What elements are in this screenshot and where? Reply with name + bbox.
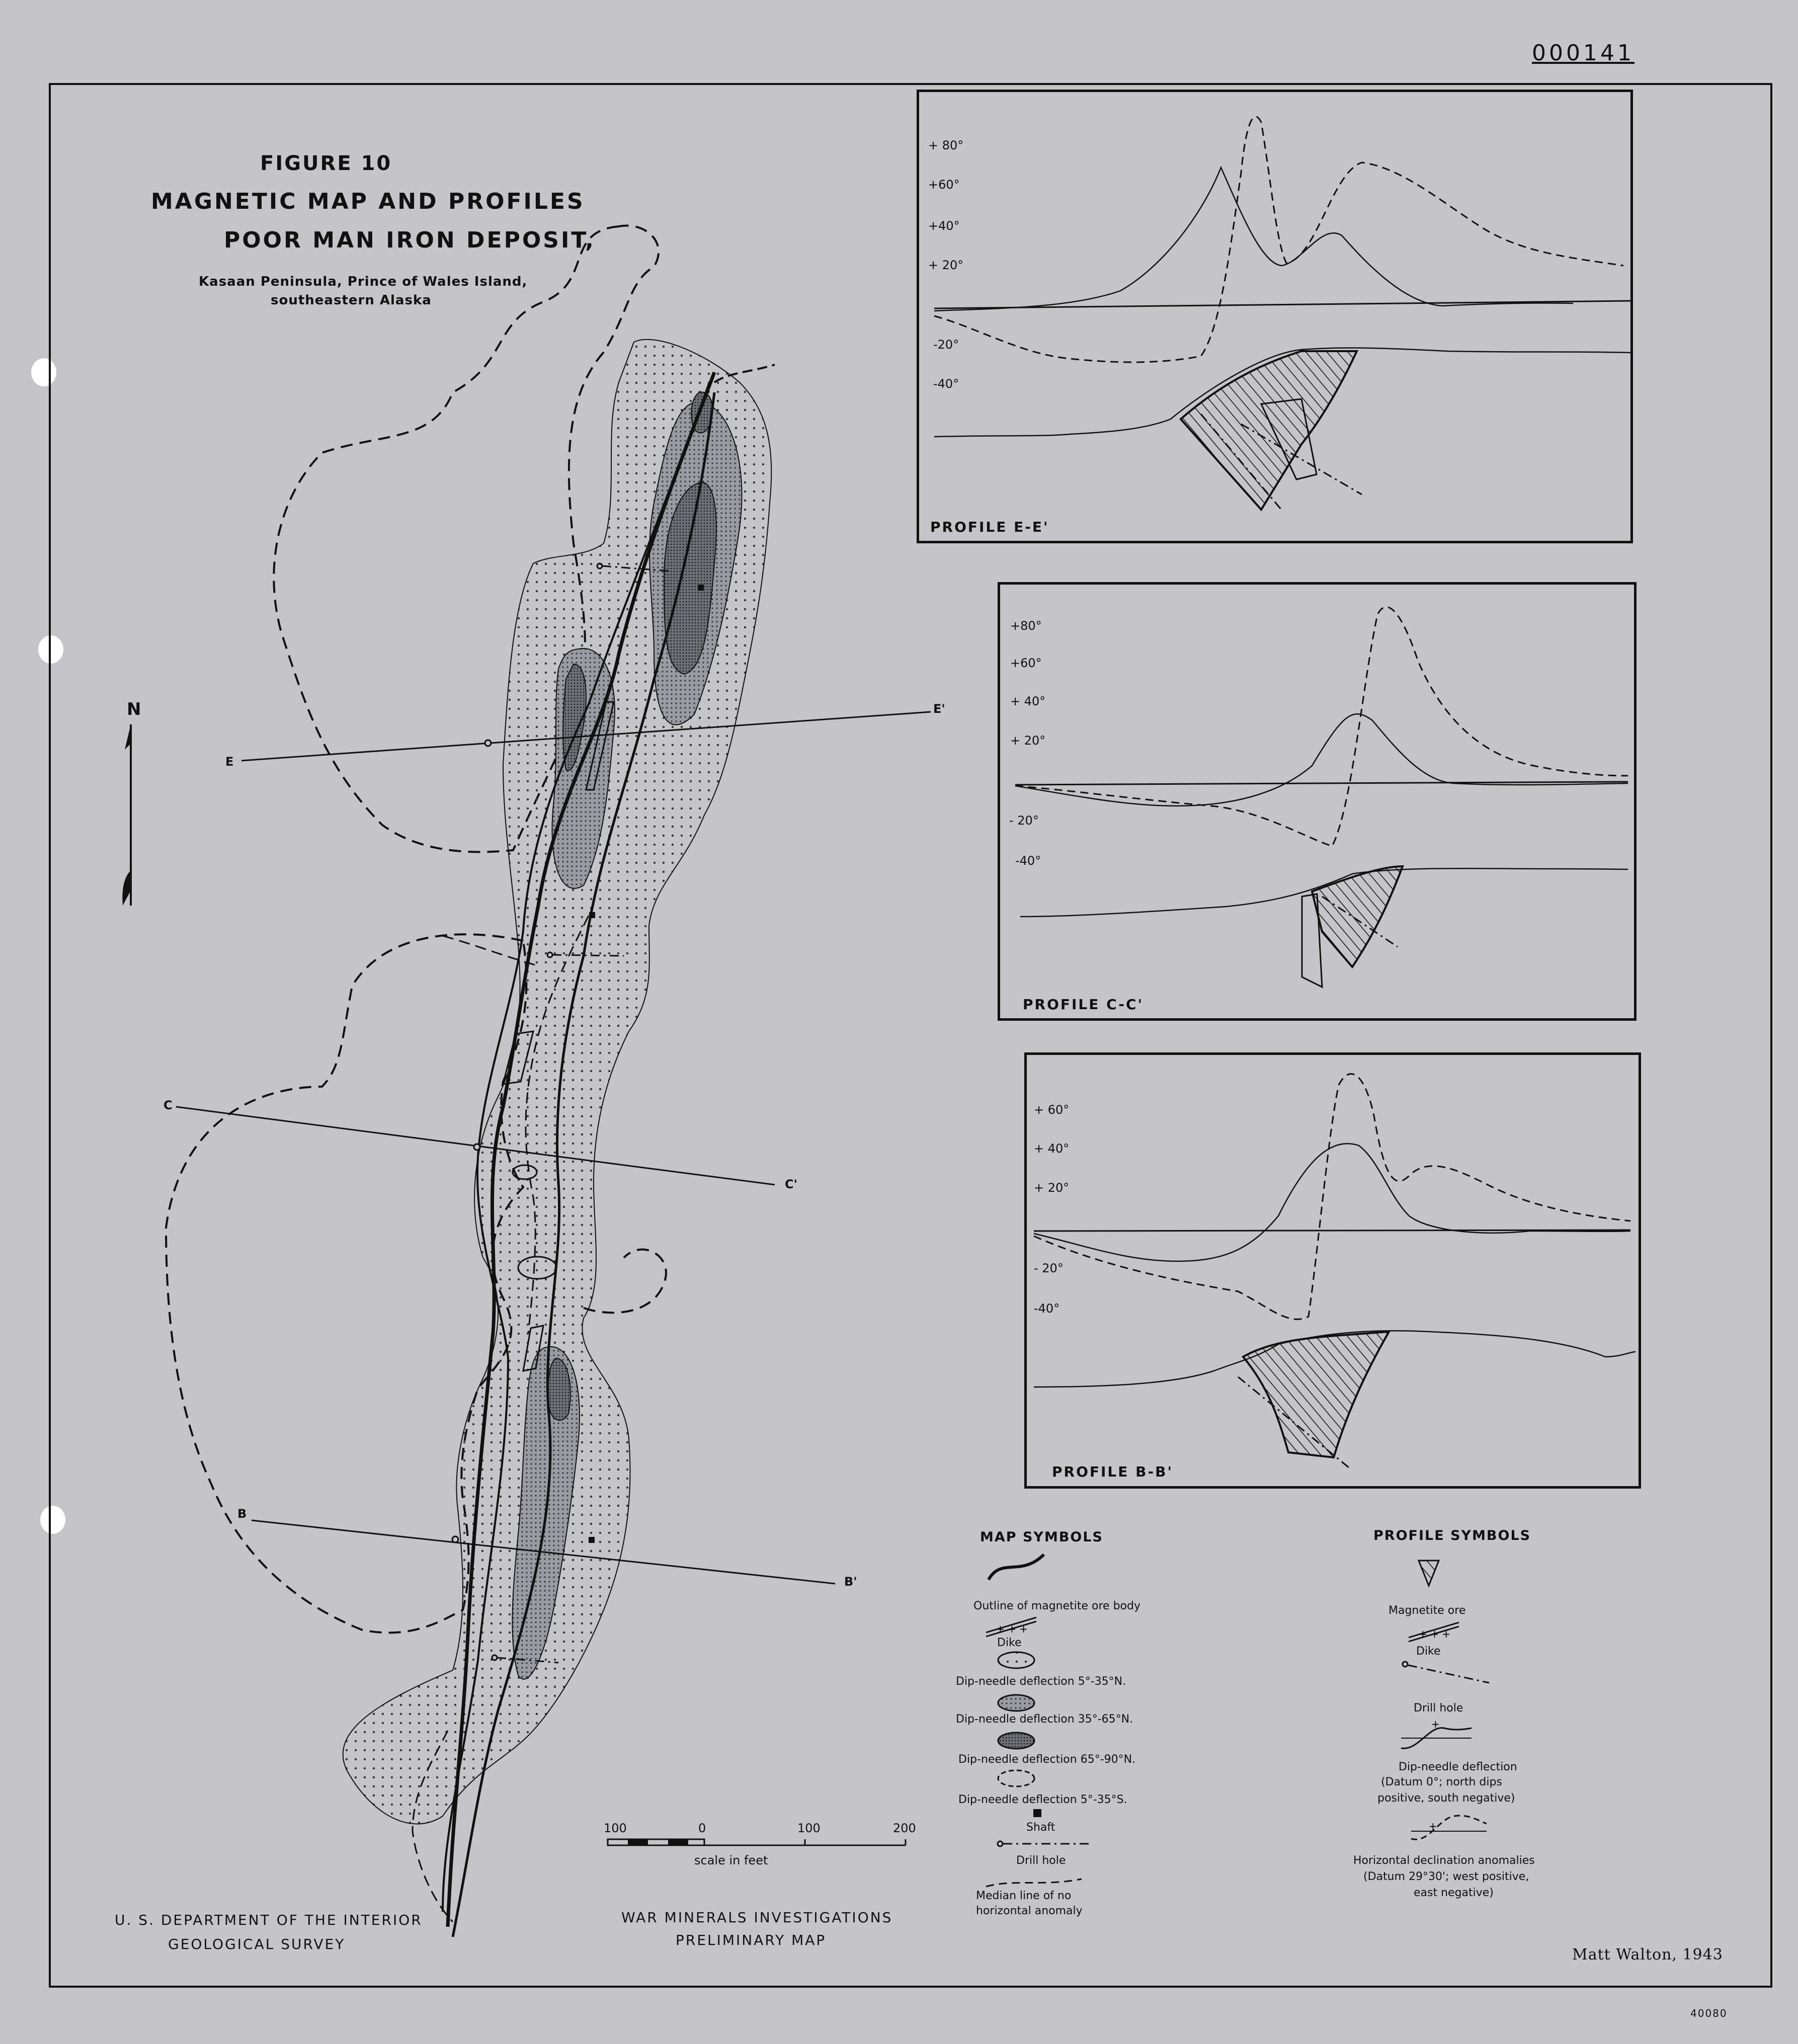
profile-tick: +60° bbox=[928, 178, 960, 192]
agency-line1: U. S. DEPARTMENT OF THE INTERIOR bbox=[115, 1912, 423, 1928]
map-symbol-label: Dip-needle deflection 5°-35°S. bbox=[958, 1793, 1127, 1806]
profile-B-graph bbox=[1027, 1055, 1639, 1486]
horizontal-declination-curve bbox=[1015, 607, 1628, 846]
dip-needle-curve bbox=[1015, 714, 1628, 806]
profile-symbol-label: (Datum 29°30'; west positive, bbox=[1363, 1870, 1529, 1883]
profile-symbol-label: Horizontal declination anomalies bbox=[1353, 1854, 1535, 1867]
deflection-35-65N-symbol bbox=[996, 1693, 1036, 1713]
profile-tick: - 20° bbox=[1009, 813, 1039, 828]
magnetite-ore-section bbox=[1312, 866, 1403, 967]
profile-C-panel bbox=[998, 582, 1637, 1021]
section-label-C-prime: C' bbox=[785, 1177, 797, 1191]
map-symbol-label: Shaft bbox=[1026, 1821, 1055, 1834]
profile-tick: + 80° bbox=[928, 138, 964, 152]
profile-symbol-label: Dip-needle deflection bbox=[1399, 1761, 1517, 1773]
magnetite-ore-section bbox=[1181, 351, 1357, 510]
profile-symbol-label: positive, south negative) bbox=[1377, 1792, 1515, 1805]
series-line1: WAR MINERALS INVESTIGATIONS bbox=[621, 1909, 893, 1926]
map-symbol-label: Dip-needle deflection 5°-35°N. bbox=[956, 1675, 1126, 1688]
shaft-marker bbox=[698, 585, 704, 591]
dip-needle-deflection-symbol bbox=[1399, 1718, 1474, 1756]
map-symbol-label: Outline of magnetite ore body bbox=[973, 1600, 1140, 1612]
title-line1: MAGNETIC MAP AND PROFILES bbox=[151, 189, 585, 214]
profile-symbol-label: Magnetite ore bbox=[1388, 1604, 1466, 1617]
north-label: N bbox=[127, 699, 141, 719]
section-label-B: B bbox=[237, 1507, 247, 1521]
sheet-number: 000141 bbox=[1532, 40, 1634, 66]
subtitle-line2: southeastern Alaska bbox=[271, 293, 432, 308]
dike-symbol bbox=[981, 1612, 1041, 1638]
section-label-E-prime: E' bbox=[933, 702, 945, 716]
section-label-E: E bbox=[225, 755, 234, 769]
profile-C-graph bbox=[1000, 585, 1634, 1018]
shaft-symbol bbox=[1032, 1808, 1042, 1818]
svg-text:+ + +: + + + bbox=[996, 1623, 1028, 1635]
deflection-5-35S-symbol bbox=[996, 1768, 1036, 1788]
profile-symbol-label: Drill hole bbox=[1414, 1702, 1463, 1714]
drill-hole-symbol bbox=[996, 1839, 1092, 1849]
map-symbol-label: Dip-needle deflection 35°-65°N. bbox=[956, 1713, 1133, 1726]
map-symbol-label: Dip-needle deflection 65°-90°N. bbox=[958, 1753, 1136, 1766]
svg-text:+: + bbox=[1429, 1820, 1437, 1832]
profile-symbol-label: east negative) bbox=[1414, 1887, 1494, 1899]
profile-tick: + 60° bbox=[1034, 1103, 1070, 1117]
horizontal-declination-curve bbox=[1034, 1074, 1630, 1320]
series-line2: PRELIMINARY MAP bbox=[676, 1932, 827, 1948]
scale-tick: 100 bbox=[797, 1821, 821, 1835]
profile-tick: + 20° bbox=[1034, 1181, 1070, 1195]
dike-section-symbol bbox=[1404, 1617, 1464, 1643]
magnetite-ore-symbol bbox=[1414, 1558, 1444, 1588]
scale-tick: 100 bbox=[604, 1821, 627, 1835]
profile-tick: - 20° bbox=[1034, 1261, 1064, 1275]
scale-bar-graphic bbox=[604, 1837, 926, 1847]
profile-tick: +60° bbox=[1010, 656, 1042, 670]
dip-needle-curve bbox=[1034, 1143, 1630, 1261]
profile-symbols-heading: PROFILE SYMBOLS bbox=[1373, 1528, 1531, 1543]
svg-text:+: + bbox=[1431, 1718, 1440, 1730]
horizontal-declination-curve bbox=[934, 117, 1623, 362]
catalog-number: 40080 bbox=[1690, 2007, 1728, 2019]
subtitle-line1: Kasaan Peninsula, Prince of Wales Island, bbox=[199, 274, 528, 289]
title-line2: POOR MAN IRON DEPOSIT, bbox=[224, 227, 596, 253]
map-symbol-label: Median line of no bbox=[976, 1890, 1072, 1902]
profile-E-graph bbox=[919, 92, 1630, 541]
profile-tick: -20° bbox=[933, 338, 959, 352]
shaft-marker bbox=[589, 1537, 595, 1543]
map-symbol-label: horizontal anomaly bbox=[976, 1905, 1083, 1917]
author-signature: Matt Walton, 1943 bbox=[1572, 1946, 1723, 1964]
profile-B-panel bbox=[1024, 1052, 1641, 1489]
profile-tick: -40° bbox=[1015, 854, 1041, 868]
ore-body-outline-symbol bbox=[986, 1552, 1046, 1582]
profile-symbol-label: (Datum 0°; north dips bbox=[1381, 1776, 1502, 1788]
profile-tick: -40° bbox=[1034, 1301, 1060, 1316]
dip-needle-curve bbox=[934, 168, 1573, 311]
profile-tick: + 20° bbox=[1010, 733, 1046, 748]
profile-tick: + 40° bbox=[1034, 1141, 1070, 1156]
scale-tick: 200 bbox=[893, 1821, 916, 1835]
profile-C-label: PROFILE C-C' bbox=[1023, 996, 1144, 1013]
section-label-B-prime: B' bbox=[844, 1575, 857, 1589]
drill-hole-section-symbol bbox=[1401, 1660, 1492, 1685]
profile-E-panel bbox=[917, 90, 1633, 543]
shaft-marker bbox=[589, 912, 595, 918]
map-symbol-label: Dike bbox=[997, 1637, 1022, 1649]
profile-tick: + 20° bbox=[928, 258, 964, 272]
profile-E-label: PROFILE E-E' bbox=[930, 519, 1049, 535]
map-symbol-label: Drill hole bbox=[1016, 1854, 1066, 1867]
svg-text:+ + +: + + + bbox=[1419, 1628, 1450, 1640]
profile-tick: +80° bbox=[1010, 619, 1042, 633]
section-label-C: C bbox=[164, 1098, 173, 1112]
horizontal-declination-symbol bbox=[1409, 1809, 1489, 1849]
agency-line2: GEOLOGICAL SURVEY bbox=[168, 1936, 346, 1952]
magnetite-ore-section bbox=[1243, 1332, 1389, 1457]
map-symbols-heading: MAP SYMBOLS bbox=[980, 1529, 1104, 1545]
scale-tick: 0 bbox=[698, 1821, 706, 1835]
scale-caption: scale in feet bbox=[694, 1853, 768, 1867]
profile-tick: -40° bbox=[933, 377, 959, 391]
profile-tick: + 40° bbox=[1010, 694, 1046, 708]
scale-bar bbox=[604, 1821, 926, 1882]
profile-B-label: PROFILE B-B' bbox=[1052, 1463, 1174, 1480]
profile-tick: +40° bbox=[928, 219, 960, 233]
profile-symbol-label: Dike bbox=[1416, 1645, 1441, 1658]
deflection-65-90N-symbol bbox=[996, 1731, 1036, 1751]
figure-label: FIGURE 10 bbox=[260, 152, 392, 175]
deflection-5-35N-symbol bbox=[996, 1650, 1036, 1670]
datum-line bbox=[934, 301, 1630, 308]
median-line-symbol bbox=[984, 1874, 1084, 1889]
